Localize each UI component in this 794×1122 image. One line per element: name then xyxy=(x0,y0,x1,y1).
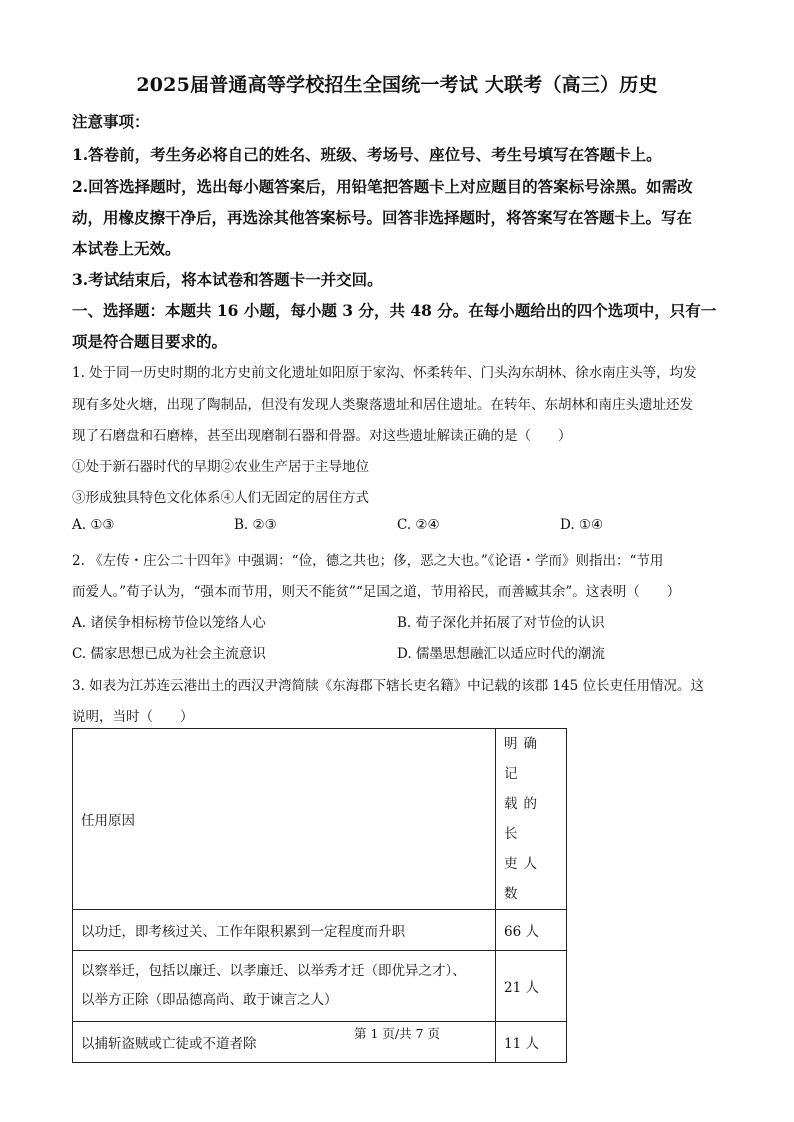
q1-statements-line-2: ③形成独具特色文化体系④人们无固定的居住方式 xyxy=(72,490,369,506)
notice-heading: 注意事项： xyxy=(72,112,150,131)
q1-option-a: A. ①③ xyxy=(72,517,115,533)
table-header-count-line-2: 载的长 xyxy=(504,796,543,842)
table-cell-count: 21 人 xyxy=(496,951,567,1022)
q2-stem-line-1: 2. 《左传・庄公二十四年》中强调：“俭，德之共也；侈，恶之大也。”《论语・学而》则指出：“节用 xyxy=(72,553,664,569)
table-row xyxy=(73,951,567,1022)
page-footer: 第 1 页/共 7 页 xyxy=(353,1026,440,1041)
table-cell-reason xyxy=(73,951,496,1022)
q2-option-d: D. 儒墨思想融汇以适应时代的潮流 xyxy=(397,646,605,662)
table-cell-reason-line-1: 以察举迁，包括以廉迁、以孝廉迁、以举秀才迁（即优异之才）、 xyxy=(81,963,466,979)
q3-stem-line-2: 说明，当时（ ） xyxy=(72,709,194,725)
table-header-reason-text: 任用原因 xyxy=(81,813,135,829)
q1-stem-line-2: 现有多处火塘，出现了陶制品，但没有发现人类聚落遗址和居住遗址。在转年、东胡林和南庄头遗址还发 xyxy=(72,397,693,413)
table-header-count xyxy=(496,729,567,910)
table-header-count-line-1: 明确记 xyxy=(504,736,543,782)
q1-stem-line-3: 现了石磨盘和石磨棒，甚至出现磨制石器和骨器。对这些遗址解读正确的是（ ） xyxy=(72,428,572,444)
table-header-count-line-3: 吏人数 xyxy=(504,856,543,902)
notice-item-2-line-2: 动，用橡皮擦干净后，再选涂其他答案标号。回答非选择题时，将答案写在答题卡上。写在 xyxy=(72,208,693,227)
q3-appointment-table xyxy=(72,728,567,1063)
q1-option-b: B. ②③ xyxy=(234,517,277,533)
table-cell-reason: 以捕斩盗贼或亡徒或不道者除 xyxy=(73,1022,496,1063)
table-header-row xyxy=(73,729,567,910)
table-cell-reason-line-2: 以举方正除（即品德高尚、敢于谏言之人） xyxy=(81,992,338,1008)
table-cell-count: 66 人 xyxy=(496,910,567,951)
q1-option-c: C. ②④ xyxy=(397,517,440,533)
section-1-heading-line-1: 一、选择题：本题共 16 小题，每小题 3 分，共 48 分。在每小题给出的四个选项中，只有一 xyxy=(72,301,717,320)
notice-item-3: 3.考试结束后，将本试卷和答题卡一并交回。 xyxy=(72,270,383,289)
exam-title: 2025届普通高等学校招生全国统一考试 大联考（高三）历史 xyxy=(136,74,658,96)
notice-item-2-line-3: 本试卷上无效。 xyxy=(72,239,181,258)
q2-option-b: B. 荀子深化并拓展了对节俭的认识 xyxy=(397,615,605,631)
table-cell-reason: 以功迁，即考核过关、工作年限积累到一定程度而升职 xyxy=(73,910,496,951)
notice-item-2-line-1: 2.回答选择题时，选出每小题答案后，用铅笔把答题卡上对应题目的答案标号涂黑。如需改 xyxy=(72,177,693,196)
q1-option-d: D. ①④ xyxy=(560,517,604,533)
q3-stem-line-1: 3. 如表为江苏连云港出土的西汉尹湾简牍《东海郡下辖长吏名籍》中记载的该郡 145 位长吏任用情况。这 xyxy=(72,678,705,694)
q1-stem-line-1: 1. 处于同一历史时期的北方史前文化遗址如阳原于家沟、怀柔转年、门头沟东胡林、徐水南庄头等，均发 xyxy=(72,365,697,381)
q2-option-c: C. 儒家思想已成为社会主流意识 xyxy=(72,646,266,662)
section-1-heading-line-2: 项是符合题目要求的。 xyxy=(72,332,228,351)
notice-item-1: 1.答卷前，考生务必将自己的姓名、班级、考场号、座位号、考生号填写在答题卡上。 xyxy=(72,145,662,164)
table-row xyxy=(73,910,567,951)
q2-option-a: A. 诸侯争相标榜节俭以笼络人心 xyxy=(72,615,266,631)
q1-statements-line-1: ①处于新石器时代的早期②农业生产居于主导地位 xyxy=(72,459,369,475)
q2-stem-line-2: 而爱人。”荀子认为，“强本而节用，则天不能贫”“足国之道，节用裕民，而善臧其余”。这表明（ ） xyxy=(72,584,681,600)
table-cell-count: 11 人 xyxy=(496,1022,567,1063)
table-header-reason xyxy=(73,729,496,910)
